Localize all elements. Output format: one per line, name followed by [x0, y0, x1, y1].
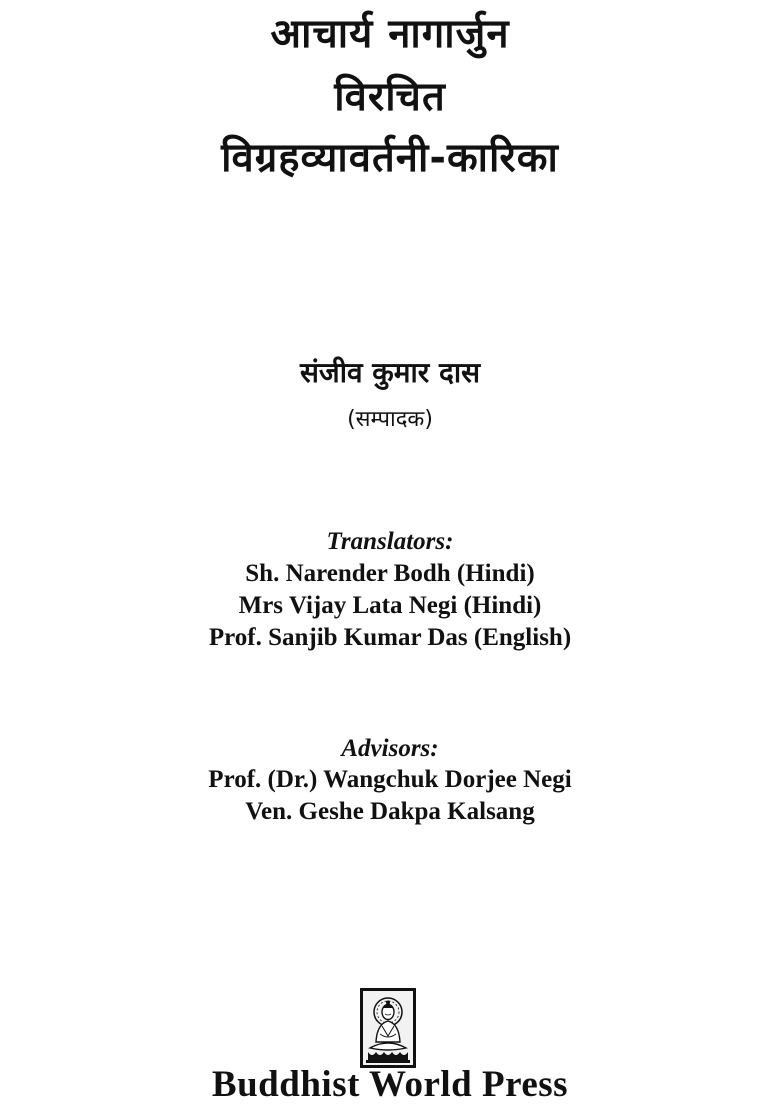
- editor-name: संजीव कुमार दास: [299, 356, 481, 389]
- translators-heading: Translators:: [326, 528, 454, 555]
- seated-buddha-logo-icon: [360, 988, 416, 1068]
- editor-role: (सम्पादक): [347, 407, 433, 432]
- title-line-work: विग्रहव्यावर्तनी-कारिका: [221, 135, 559, 181]
- title-line-composed: विरचित: [334, 74, 446, 120]
- translator-1: Sh. Narender Bodh (Hindi): [245, 560, 535, 587]
- publisher-name: Buddhist World Press: [211, 1064, 569, 1105]
- translator-2: Mrs Vijay Lata Negi (Hindi): [238, 592, 542, 619]
- advisor-2: Ven. Geshe Dakpa Kalsang: [245, 798, 535, 825]
- advisor-1: Prof. (Dr.) Wangchuk Dorjee Negi: [208, 766, 572, 793]
- title-line-author: आचार्य नागार्जुन: [270, 11, 510, 57]
- translator-3: Prof. Sanjib Kumar Das (English): [208, 624, 572, 651]
- advisors-heading: Advisors:: [341, 735, 439, 762]
